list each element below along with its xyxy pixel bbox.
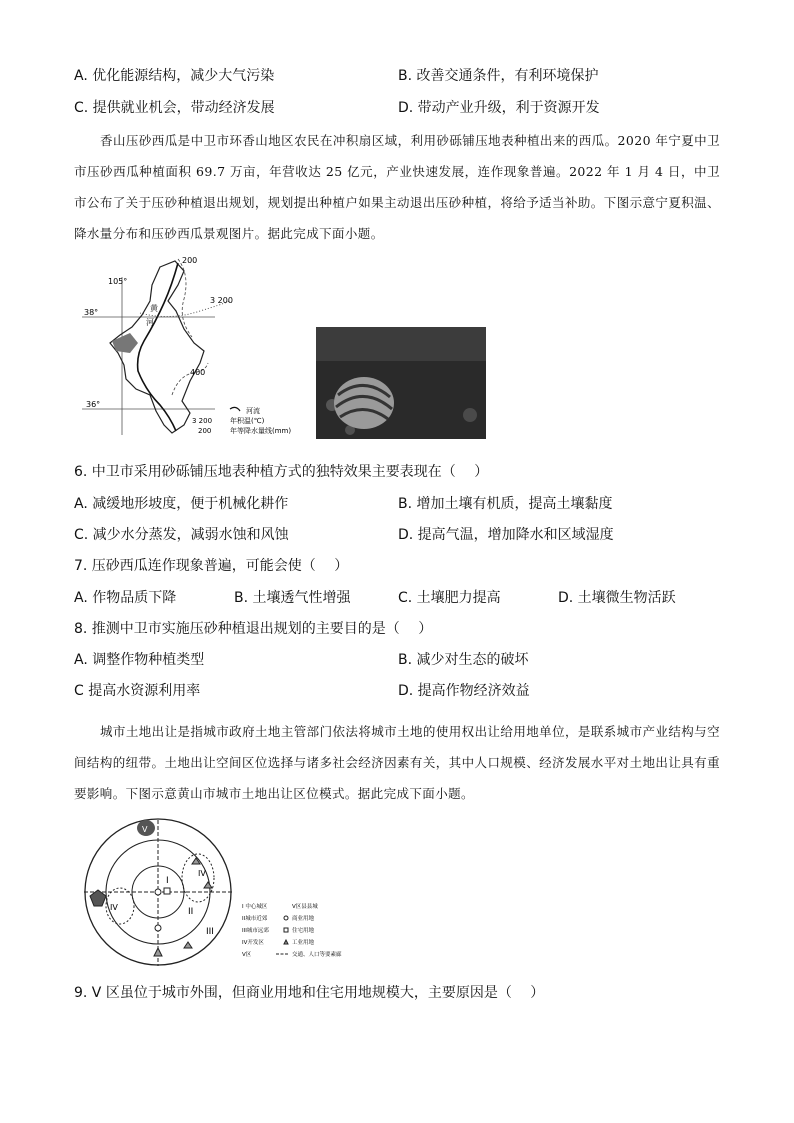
- iso-400-label: 400: [190, 368, 206, 377]
- legend-item-6: 住宅用地: [292, 928, 315, 934]
- center-residential: [164, 888, 170, 894]
- q5-option-c: C. 提供就业机会，带动经济发展: [74, 100, 275, 116]
- legend-precip: 年等降水量线(mm): [230, 427, 292, 435]
- q8-option-b: B. 减少对生态的破坏: [398, 652, 529, 668]
- huangshan-land-model: [80, 816, 410, 974]
- legend-temp-value: 3 200: [192, 417, 213, 425]
- legend-temp: 年积温(℃): [230, 417, 265, 425]
- commercial-symbol-2: [155, 925, 161, 931]
- passage-2: [74, 716, 720, 809]
- q6-option-a: A. 减缓地形坡度，便于机械化耕作: [74, 496, 289, 512]
- river-label-1: 黄: [150, 304, 158, 313]
- lon-label: 105°: [108, 277, 128, 286]
- watermelon-photo: [316, 327, 486, 439]
- passage-1: [74, 125, 720, 249]
- zone-iii-label: III: [206, 927, 214, 937]
- passage-1-text: 香山压砂西瓜是中卫市环香山地区农民在冲积扇区域，利用砂砾铺压地表种植出来的西瓜。2020 年宁夏中卫市压砂西瓜种植面积 69.7 万亩，年营收达 25 亿元，产业快速发展，连作现象普遍。2022 年 1 月 4 日，中卫市公布了关于压砂种植退出规划，规划提出种植户如果主动退出压砂种植，将给予适当补助。下图示意宁夏积温、降水量分布和压砂西瓜景观图片。据此完成下面小题。: [74, 133, 720, 241]
- legend-item-1: I 中心城区: [242, 904, 268, 910]
- river-label-2: 河: [146, 318, 154, 327]
- q5-option-d: D. 带动产业升级，利于资源开发: [398, 100, 600, 116]
- legend-item-2: V区县县城: [292, 904, 318, 910]
- legend-precip-value: 200: [198, 427, 212, 435]
- zone-ii-label: II: [188, 907, 194, 917]
- q8-stem: 8. 推测中卫市实施压砂种植退出规划的主要目的是（ ）: [74, 621, 433, 637]
- legend-item-7: IV开发区: [242, 940, 264, 946]
- lat-38-label: 38°: [84, 308, 99, 317]
- legend-river: 河流: [246, 407, 260, 415]
- iso-3200-label: 3 200: [210, 296, 233, 305]
- legend-item-10: 交通、人口等要素廊: [292, 952, 342, 958]
- q7-stem: 7. 压砂西瓜连作现象普遍，可能会使（ ）: [74, 558, 349, 574]
- legend-item-3: II城市近郊: [242, 916, 268, 922]
- legend-item-4: 商业用地: [292, 916, 315, 922]
- q9-stem: 9. V 区虽位于城市外围，但商业用地和住宅用地规模大，主要原因是（ ）: [74, 985, 545, 1001]
- q7-option-a: A. 作物品质下降: [74, 590, 177, 606]
- zone-v-label: V: [142, 825, 148, 834]
- q5-option-b: B. 改善交通条件，有利环境保护: [398, 68, 599, 84]
- zone-iv-left-label: IV: [110, 903, 118, 912]
- q6-option-b: B. 增加土壤有机质，提高土壤黏度: [398, 496, 613, 512]
- center-commercial: [155, 889, 161, 895]
- huangshan-land-model-figure: [80, 816, 410, 974]
- q6-option-c: C. 减少水分蒸发，减弱水蚀和风蚀: [74, 527, 289, 543]
- q5-option-a: A. 优化能源结构，减少大气污染: [74, 68, 275, 84]
- legend-item-5: III城市远郊: [242, 928, 269, 934]
- zone-i-label: I: [166, 876, 169, 886]
- q8-option-c: C 提高水资源利用率: [74, 683, 201, 699]
- iso-200-label: 200: [182, 256, 198, 265]
- q8-option-a: A. 调整作物种植类型: [74, 652, 205, 668]
- ningxia-map: [80, 255, 492, 443]
- zone-iv-right-label: IV: [198, 869, 206, 878]
- q6-option-d: D. 提高气温，增加降水和区域湿度: [398, 527, 614, 543]
- q7-option-d: D. 土壤微生物活跃: [558, 590, 676, 606]
- legend-item-8: 工业用地: [292, 940, 315, 946]
- q6-stem: 6. 中卫市采用砂砾铺压地表种植方式的独特效果主要表现在（ ）: [74, 464, 489, 480]
- legend-item-9: V区: [242, 952, 252, 958]
- passage-2-text: 城市土地出让是指城市政府土地主管部门依法将城市土地的使用权出让给用地单位，是联系城市产业结构与空间结构的纽带。土地出让空间区位选择与诸多社会经济因素有关，其中人口规模、经济发展水平对土地出让具有重要影响。下图示意黄山市城市土地出让区位模式。据此完成下面小题。: [74, 724, 720, 801]
- q8-option-d: D. 提高作物经济效益: [398, 683, 530, 699]
- q7-option-b: B. 土壤透气性增强: [234, 590, 351, 606]
- q7-option-c: C. 土壤肥力提高: [398, 590, 501, 606]
- lat-36-label: 36°: [86, 400, 101, 409]
- ningxia-map-figure: [80, 255, 492, 443]
